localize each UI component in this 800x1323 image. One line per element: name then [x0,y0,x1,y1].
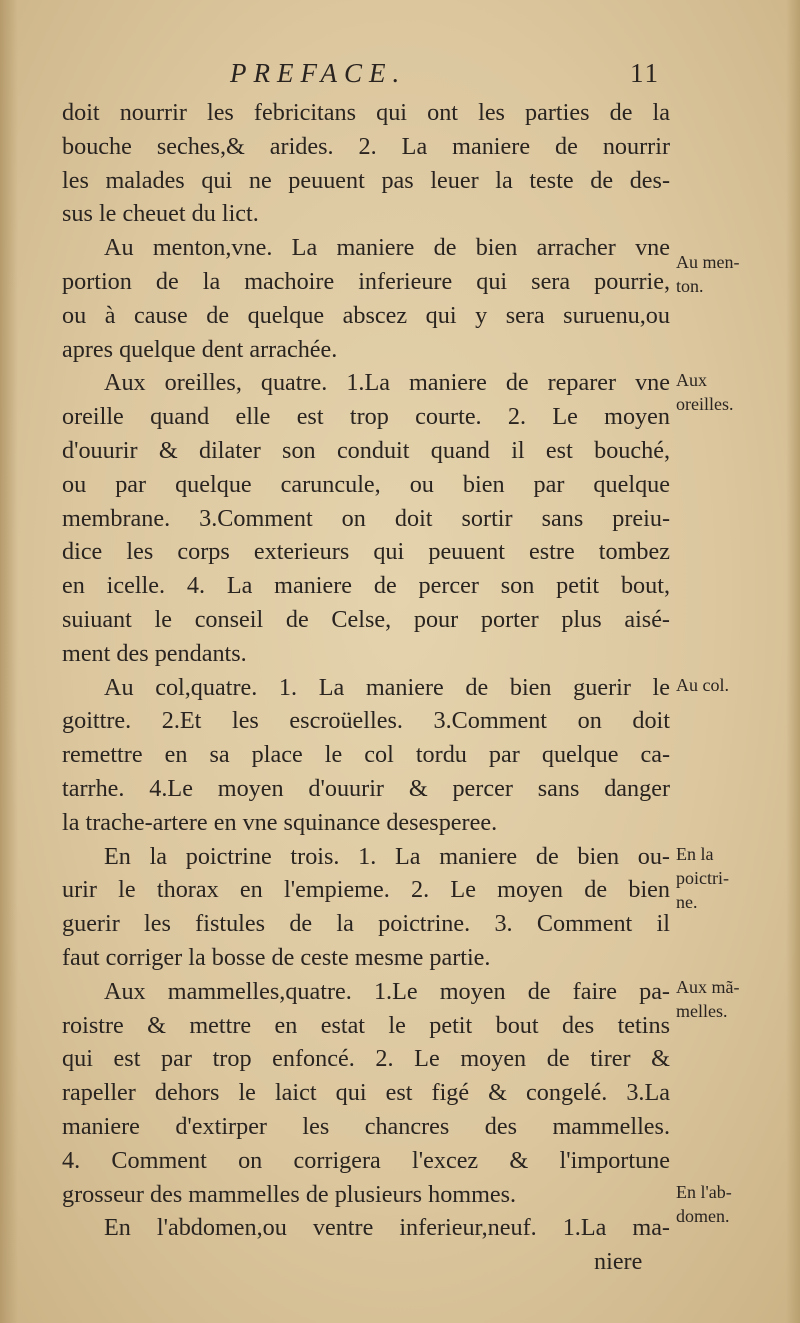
margin-note-mammelles [676,975,794,1023]
page-edge-right [786,0,800,1323]
margin-note-line: Au men- [676,252,740,272]
margin-note-line: Aux mã- [676,977,740,997]
page-number: 11 [630,58,660,88]
text-line: bouche seches,& arides. 2. La maniere de nourrir [62,132,670,160]
text-line: en icelle. 4. La maniere de percer son petit bout, [62,572,670,600]
text-line: remettre en sa place le col tordu par quelque ca- [62,741,670,769]
text-line: Aux mammelles,quatre. 1.Le moyen de faire pa- [104,977,670,1005]
margin-note-line: En la [676,844,714,864]
text-line: maniere d'extirper les chancres des mammelles. [62,1112,670,1140]
text-line: membrane. 3.Comment on doit sortir sans preiu- [62,504,670,532]
text-line: qui est par trop enfoncé. 2. Le moyen de tirer & [62,1045,670,1073]
text-line: ou à cause de quelque abscez qui y sera suruenu,ou [62,301,670,329]
margin-note-line: melles. [676,1001,728,1021]
text-line: urir le thorax en l'empieme. 2. Le moyen de bien [62,876,670,904]
margin-note-menton [676,250,794,298]
margin-note-line: domen. [676,1206,730,1226]
margin-note-line: Au col. [676,675,729,695]
catchword: niere [594,1248,643,1276]
page-header [100,58,660,94]
text-line: dice les corps exterieurs qui peuuent estre tombez [62,538,670,566]
text-line: Aux oreilles, quatre. 1.La maniere de reparer vne [104,369,670,397]
text-line: ment des pendants. [62,639,247,667]
text-line: 4. Comment on corrigera l'excez & l'importune [62,1146,670,1174]
text-line: roistre & mettre en estat le petit bout des tetins [62,1011,670,1039]
text-line: apres quelque dent arrachée. [62,335,338,363]
margin-note-line: En l'ab- [676,1182,732,1202]
page-edge-left [0,0,18,1323]
margin-note-poictrine [676,842,794,914]
text-line: sus le cheuet du lict. [62,200,259,228]
text-line: Au menton,vne. La maniere de bien arracher vne [104,234,670,262]
text-line: oreille quand elle est trop courte. 2. Le moyen [62,403,670,431]
text-line: guerir les fistules de la poictrine. 3. Comment il [62,910,670,938]
margin-note-abdomen [676,1180,794,1228]
margin-note-line: ne. [676,892,698,912]
margin-note-line: ton. [676,276,704,296]
text-line: d'ouurir & dilater son conduit quand il est bouché, [62,436,670,464]
margin-note-col [676,673,794,697]
text-line: portion de la machoire inferieure qui sera pourrie, [62,267,670,295]
margin-note-line: oreilles. [676,394,734,414]
body-text [62,96,670,1279]
text-line: En l'abdomen,ou ventre inferieur,neuf. 1.La ma- [104,1214,670,1242]
text-line: tarrhe. 4.Le moyen d'ouurir & percer sans danger [62,774,670,802]
text-line: En la poictrine trois. 1. La maniere de bien ou- [104,842,670,870]
text-line: grosseur des mammelles de plusieurs hommes. [62,1180,517,1208]
text-line: ou par quelque caruncule, ou bien par quelque [62,470,670,498]
margin-note-line: poictri- [676,868,729,888]
margin-note-line: Aux [676,370,707,390]
text-line: Au col,quatre. 1. La maniere de bien guerir le [104,673,670,701]
text-line: suiuant le conseil de Celse, pour porter plus aisé- [62,605,670,633]
running-title: PREFACE. [230,58,407,88]
text-line: rapeller dehors le laict qui est figé & congelé. 3.La [62,1079,670,1107]
text-line: faut corriger la bosse de ceste mesme partie. [62,943,491,971]
text-line: goittre. 2.Et les escroüelles. 3.Comment on doit [62,707,670,735]
text-line: la trache-artere en vne squinance desesperee. [62,808,498,836]
text-line: les malades qui ne peuuent pas leuer la teste de des- [62,166,670,194]
margin-note-oreilles [676,368,794,416]
text-line: doit nourrir les febricitans qui ont les parties de la [62,99,670,126]
